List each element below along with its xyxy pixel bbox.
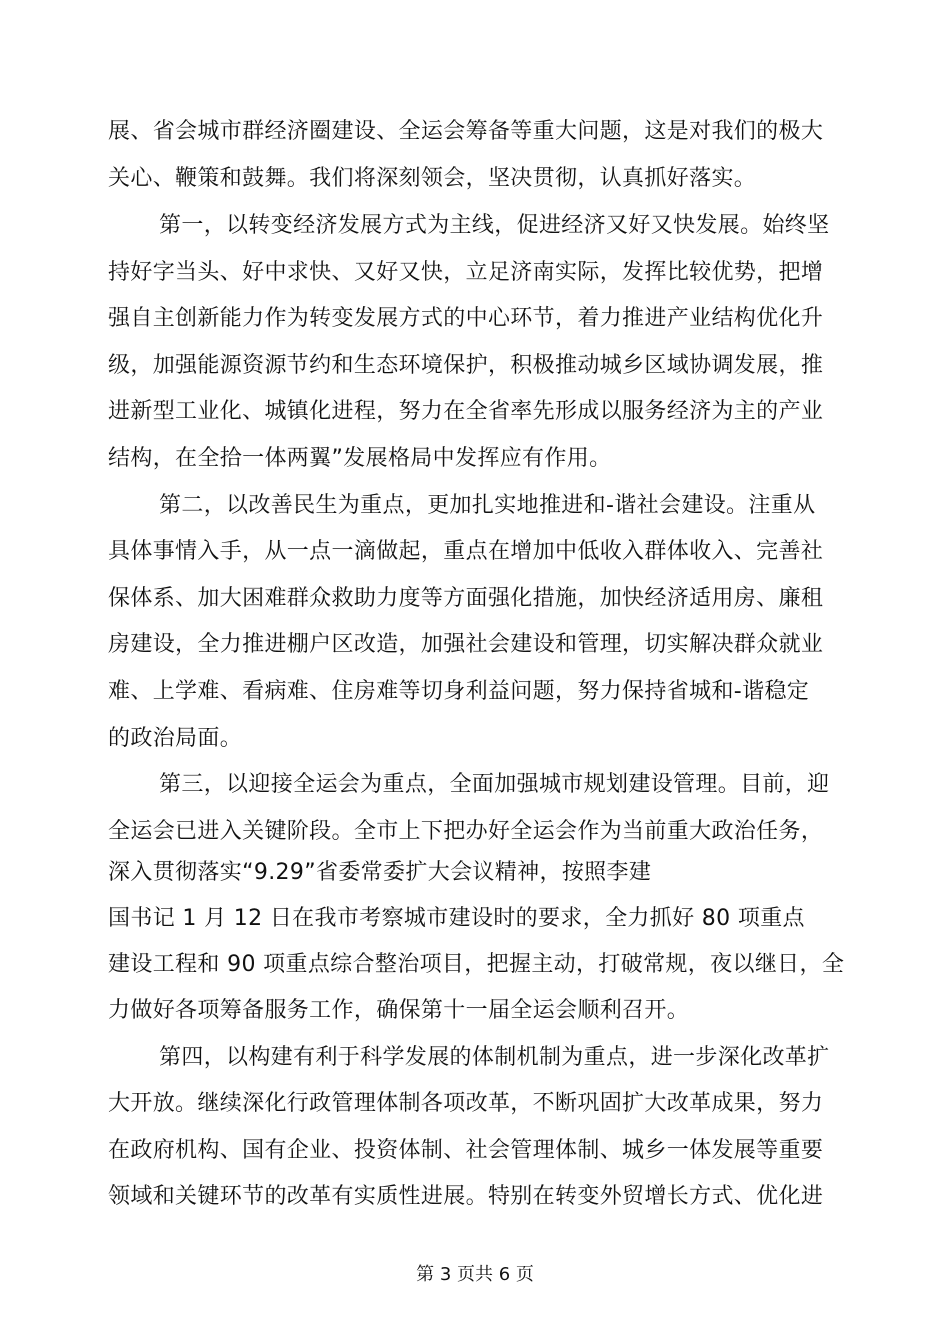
text-line: 级，加强能源资源节约和生态环境保护，积极推动城乡区域协调发展，推 (108, 353, 824, 378)
text-line: 深入贯彻落实“9.29”省委常委扩大会议精神，按照李建 (108, 860, 652, 885)
paragraph-first-line: 第四，以构建有利于科学发展的体制机制为重点，进一步深化改革扩 (159, 1045, 830, 1070)
text-line: 进新型工业化、城镇化进程，努力在全省率先形成以服务经济为主的产业 (108, 399, 824, 424)
text-line: 关心、鞭策和鼓舞。我们将深刻领会，坚决贯彻，认真抓好落实。 (108, 166, 757, 191)
text-line: 结构，在全拾一体两翼”发展格局中发挥应有作用。 (108, 446, 612, 471)
text-line: 建设工程和 90 项重点综合整治项目，把握主动，打破常规，夜以继日，全 (108, 952, 845, 977)
page-number-footer: 第 3 页共 6 页 (416, 1264, 534, 1285)
paragraph-first-line: 第三，以迎接全运会为重点，全面加强城市规划建设管理。目前，迎 (159, 772, 830, 797)
text-line: 在政府机构、国有企业、投资体制、社会管理体制、城乡一体发展等重要 (108, 1138, 824, 1163)
text-line: 国书记 1 月 12 日在我市考察城市建设时的要求，全力抓好 80 项重点 (108, 906, 805, 931)
text-line: 保体系、加大困难群众救助力度等方面强化措施，加快经济适用房、廉租 (108, 586, 824, 611)
text-line: 大开放。继续深化行政管理体制各项改革，不断巩固扩大改革成果，努力 (108, 1091, 824, 1116)
text-line: 展、省会城市群经济圈建设、全运会筹备等重大问题，这是对我们的极大 (108, 119, 824, 144)
text-line: 领域和关键环节的改革有实质性进展。特别在转变外贸增长方式、优化进 (108, 1184, 824, 1209)
text-line: 具体事情入手，从一点一滴做起，重点在增加中低收入群体收入、完善社 (108, 539, 824, 564)
text-line: 强自主创新能力作为转变发展方式的中心环节，着力推进产业结构优化升 (108, 306, 824, 331)
text-line: 的政治局面。 (108, 726, 243, 751)
text-line: 力做好各项筹备服务工作，确保第十一届全运会顺利召开。 (108, 998, 690, 1023)
text-line: 持好字当头、好中求快、又好又快，立足济南实际，发挥比较优势，把增 (108, 260, 824, 285)
paragraph-first-line: 第二，以改善民生为重点，更加扎实地推进和-谐社会建设。注重从 (159, 493, 816, 518)
paragraph-first-line: 第一，以转变经济发展方式为主线，促进经济又好又快发展。始终坚 (159, 213, 830, 238)
text-line: 难、上学难、看病难、住房难等切身利益问题，努力保持省城和-谐稳定 (108, 679, 810, 704)
text-line: 房建设，全力推进棚户区改造，加强社会建设和管理，切实解决群众就业 (108, 632, 824, 657)
text-line: 全运会已进入关键阶段。全市上下把办好全运会作为当前重大政治任务， (108, 819, 824, 844)
